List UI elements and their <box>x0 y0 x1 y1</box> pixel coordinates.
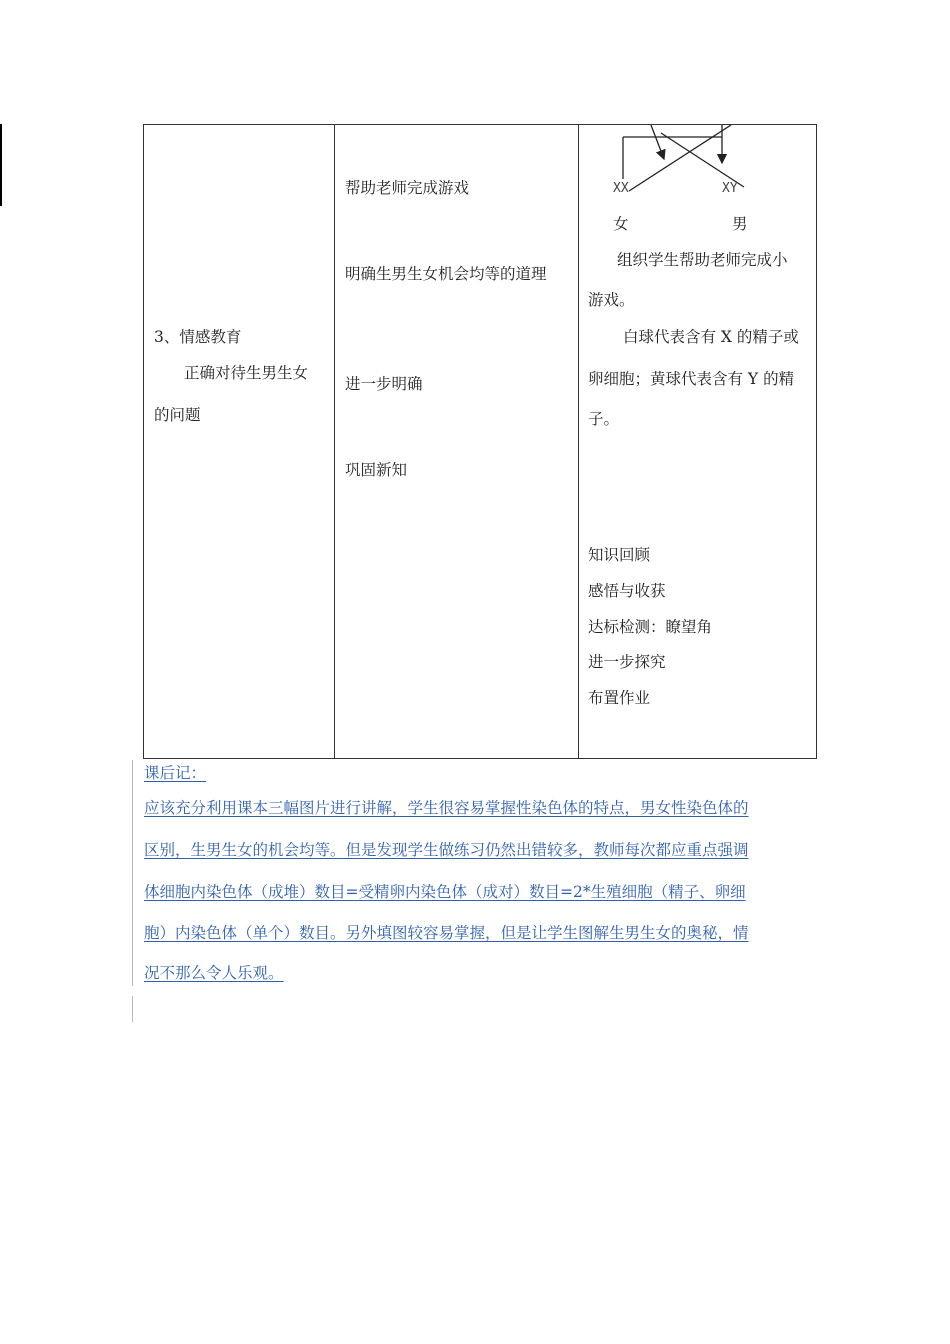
topic-heading: 3、情感教育 <box>154 328 242 346</box>
lesson-table <box>143 124 817 759</box>
revision-bar <box>132 996 133 1022</box>
diagram-label-xx: XX <box>613 181 629 196</box>
teacher-text-line: 组织学生帮助老师完成小 <box>617 251 788 269</box>
diagram-label-xy: XY <box>722 181 738 196</box>
notes-line: 胞）内染色体（单个）数目。另外填图较容易掌握，但是让学生图解生男生女的奥秘，情 <box>144 924 749 942</box>
teacher-activity-cell <box>579 125 817 759</box>
notes-title: 课后记： <box>144 764 207 782</box>
topic-cell <box>144 125 335 759</box>
activity-item: 进一步明确 <box>345 375 423 393</box>
activity-item: 帮助老师完成游戏 <box>345 179 470 197</box>
notes-line: 应该充分利用课本三幅图片进行讲解，学生很容易掌握性染色体的特点，男女性染色体的 <box>144 799 749 817</box>
activity-item: 巩固新知 <box>345 461 408 479</box>
teacher-text-line: 子。 <box>588 410 620 428</box>
activity-item: 明确生男生女机会均等的道理 <box>345 265 547 283</box>
notes-line: 区别，生男生女的机会均等。但是发现学生做练习仍然出错较多，教师每次都应重点强调 <box>144 841 749 859</box>
teacher-item: 进一步探究 <box>588 653 666 671</box>
teacher-item: 知识回顾 <box>588 546 651 564</box>
revision-bar <box>132 760 133 986</box>
notes-line: 况不那么令人乐观。 <box>144 964 284 982</box>
teacher-text-line: 白球代表含有 X 的精子或 <box>623 328 799 346</box>
diagram-label-female: 女 <box>613 215 629 233</box>
teacher-text-line: 游戏。 <box>588 291 635 309</box>
teacher-item: 感悟与收获 <box>588 582 666 600</box>
student-activity-cell <box>335 125 579 759</box>
teacher-item: 布置作业 <box>588 689 651 707</box>
diagram-cross-line-2 <box>629 125 731 191</box>
topic-subheading-line1: 正确对待生男生女 <box>184 364 309 382</box>
page-edge-mark <box>0 124 2 206</box>
teacher-item: 达标检测：瞭望角 <box>588 618 713 636</box>
topic-subheading-line2: 的问题 <box>154 406 201 424</box>
teacher-text-line: 卵细胞；黄球代表含有 Y 的精 <box>588 370 795 388</box>
diagram-cross-line-1 <box>661 133 744 187</box>
diagram-arrow-left <box>651 125 664 159</box>
diagram-label-male: 男 <box>732 215 748 233</box>
notes-line: 体细胞内染色体（成堆）数目=受精卵内染色体（成对）数目=2*生殖细胞（精子、卵细 <box>144 883 746 901</box>
